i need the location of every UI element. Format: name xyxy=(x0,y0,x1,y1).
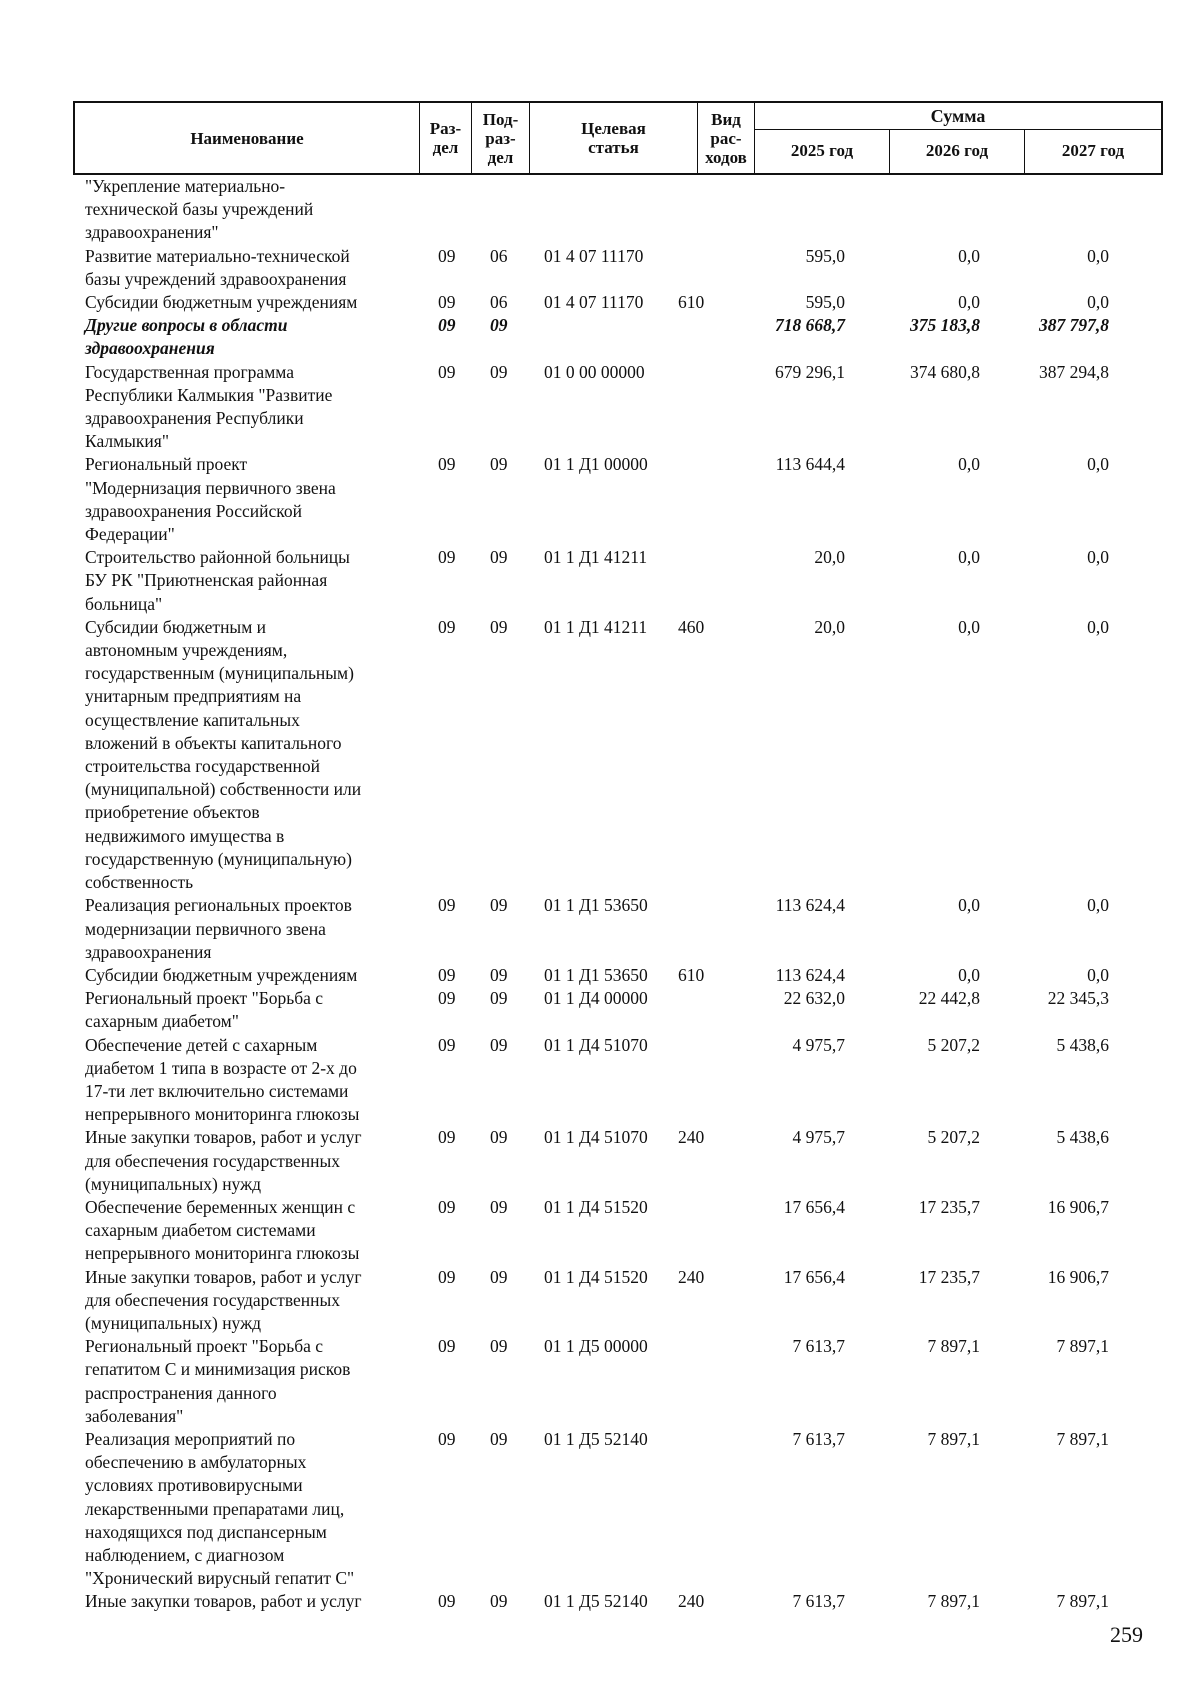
table-row xyxy=(73,314,1163,360)
row-sum-2025: 4 975,7 xyxy=(792,1034,845,1055)
row-expense-type: 610 xyxy=(678,964,705,985)
row-expense-type: 460 xyxy=(678,616,705,637)
row-sum-2027: 16 906,7 xyxy=(1047,1196,1109,1217)
row-sum-2027: 0,0 xyxy=(1087,292,1109,313)
row-podrazdel: 09 xyxy=(490,1034,508,1055)
row-expense-type xyxy=(666,361,723,454)
header-year-2025: 2025 год xyxy=(755,129,890,173)
row-sum-2025: 17 656,4 xyxy=(783,1266,845,1287)
row-sum-2025: 4 975,7 xyxy=(792,1127,845,1148)
row-podrazdel xyxy=(470,175,528,245)
row-name: Субсидии бюджетным и автономным учреждениям, государственным (муниципальным) унитарным предприятиям на осуществление капитальных вложений в объекты капитального строительства государственной (муниципальной) собственности или приобретение объектов недвижимого имущества в государственную (муниципальную) собственность xyxy=(85,616,362,893)
table-row xyxy=(73,291,1163,314)
row-podrazdel: 09 xyxy=(490,1428,508,1449)
row-sum-2026: 374 680,8 xyxy=(910,361,980,382)
row-podrazdel: 09 xyxy=(490,616,508,637)
row-target-article xyxy=(528,314,666,360)
row-razdel: 09 xyxy=(438,454,456,475)
header-razdel: Раз- дел xyxy=(420,103,472,173)
row-sum-2025: 718 668,7 xyxy=(775,315,845,336)
row-expense-type xyxy=(666,546,723,616)
row-razdel: 09 xyxy=(438,1196,456,1217)
row-podrazdel: 09 xyxy=(490,1127,508,1148)
row-razdel: 09 xyxy=(438,964,456,985)
row-podrazdel: 09 xyxy=(490,361,508,382)
row-sum-2027: 5 438,6 xyxy=(1056,1034,1109,1055)
row-podrazdel: 09 xyxy=(490,454,508,475)
row-target-article xyxy=(528,175,666,245)
row-sum-2026: 0,0 xyxy=(958,547,980,568)
row-name: Другие вопросы в области здравоохранения xyxy=(85,315,288,359)
row-sum-2027: 0,0 xyxy=(1087,616,1109,637)
table-row xyxy=(73,1590,1163,1613)
header-podrazdel: Под- раз- дел xyxy=(472,103,530,173)
header-target-article: Целевая статья xyxy=(530,103,698,173)
row-expense-type xyxy=(666,1034,723,1127)
row-target-article: 01 1 Д5 00000 xyxy=(544,1336,648,1357)
row-razdel: 09 xyxy=(438,1266,456,1287)
row-podrazdel: 09 xyxy=(490,315,508,336)
row-sum-2026: 22 442,8 xyxy=(918,988,980,1009)
row-expense-type: 610 xyxy=(678,292,705,313)
row-expense-type: 240 xyxy=(678,1591,705,1612)
budget-table xyxy=(73,101,1163,1614)
row-expense-type: 240 xyxy=(678,1266,705,1287)
table-row xyxy=(73,616,1163,894)
row-razdel: 09 xyxy=(438,547,456,568)
row-sum-2026: 5 207,2 xyxy=(927,1127,980,1148)
row-target-article: 01 1 Д4 51520 xyxy=(544,1196,648,1217)
row-sum-2025: 7 613,7 xyxy=(792,1336,845,1357)
row-razdel: 09 xyxy=(438,292,456,313)
page-number: 259 xyxy=(1110,1622,1143,1647)
row-name: Субсидии бюджетным учреждениям xyxy=(85,292,358,313)
row-name: Обеспечение детей с сахарным диабетом 1 типа в возрасте от 2-х до 17-ти лет включительно системами непрерывного мониторинга глюкозы xyxy=(85,1034,360,1125)
row-target-article: 01 1 Д1 53650 xyxy=(544,964,648,985)
row-sum-2026: 375 183,8 xyxy=(910,315,980,336)
row-razdel: 09 xyxy=(438,1591,456,1612)
header-expense-type: Вид рас- ходов xyxy=(698,103,755,173)
row-target-article: 01 1 Д1 41211 xyxy=(544,616,648,637)
row-sum-2026: 0,0 xyxy=(958,895,980,916)
row-podrazdel: 09 xyxy=(490,964,508,985)
row-podrazdel: 06 xyxy=(490,245,508,266)
table-row xyxy=(73,245,1163,291)
row-sum-2025: 595,0 xyxy=(805,292,845,313)
row-sum-2025: 17 656,4 xyxy=(783,1196,845,1217)
row-target-article: 01 1 Д1 53650 xyxy=(544,895,648,916)
row-razdel xyxy=(418,175,470,245)
row-razdel: 09 xyxy=(438,245,456,266)
row-sum-2026: 0,0 xyxy=(958,292,980,313)
table-row xyxy=(73,964,1163,987)
row-sum-2025: 22 632,0 xyxy=(783,988,845,1009)
row-sum-2026: 0,0 xyxy=(958,964,980,985)
row-razdel: 09 xyxy=(438,988,456,1009)
row-expense-type xyxy=(666,453,723,546)
row-expense-type xyxy=(666,1196,723,1266)
row-name: Иные закупки товаров, работ и услуг для обеспечения государственных (муниципальных) нужд xyxy=(85,1127,362,1194)
row-target-article: 01 1 Д5 52140 xyxy=(544,1428,648,1449)
row-name: "Укрепление материально- технической базы учреждений здравоохранения" xyxy=(85,176,314,243)
row-sum-2026: 17 235,7 xyxy=(918,1196,980,1217)
row-podrazdel: 09 xyxy=(490,1336,508,1357)
row-name: Иные закупки товаров, работ и услуг для обеспечения государственных (муниципальных) нужд xyxy=(85,1266,362,1333)
row-sum-2027: 0,0 xyxy=(1087,547,1109,568)
row-expense-type xyxy=(666,1335,723,1428)
row-sum-2027: 0,0 xyxy=(1087,895,1109,916)
row-target-article: 01 1 Д4 51070 xyxy=(544,1127,648,1148)
table-row xyxy=(73,1196,1163,1266)
row-sum-2027: 387 294,8 xyxy=(1039,361,1109,382)
row-razdel: 09 xyxy=(438,1034,456,1055)
row-razdel: 09 xyxy=(438,616,456,637)
row-target-article: 01 1 Д4 51520 xyxy=(544,1266,648,1287)
row-razdel: 09 xyxy=(438,1428,456,1449)
table-row xyxy=(73,546,1163,616)
row-sum-2027: 5 438,6 xyxy=(1056,1127,1109,1148)
row-target-article: 01 1 Д1 00000 xyxy=(544,454,648,475)
row-sum-2027: 0,0 xyxy=(1087,454,1109,475)
row-sum-2025: 595,0 xyxy=(805,245,845,266)
row-name: Региональный проект "Борьба с сахарным диабетом" xyxy=(85,988,324,1032)
row-expense-type xyxy=(666,894,723,964)
table-row xyxy=(73,1126,1163,1196)
row-podrazdel: 09 xyxy=(490,1196,508,1217)
table-header xyxy=(73,101,1163,175)
row-podrazdel: 09 xyxy=(490,895,508,916)
row-name: Строительство районной больницы БУ РК "Приютненская районная больница" xyxy=(85,547,350,614)
table-row xyxy=(73,894,1163,964)
row-sum-2027: 22 345,3 xyxy=(1047,988,1109,1009)
row-expense-type: 240 xyxy=(678,1127,705,1148)
row-podrazdel: 09 xyxy=(490,988,508,1009)
table-row xyxy=(73,175,1163,245)
row-sum-2027 xyxy=(988,175,1113,245)
row-sum-2027: 7 897,1 xyxy=(1056,1336,1109,1357)
row-razdel: 09 xyxy=(438,1127,456,1148)
table-body xyxy=(73,175,1163,1614)
row-podrazdel: 09 xyxy=(490,1591,508,1612)
row-name: Субсидии бюджетным учреждениям xyxy=(85,964,358,985)
row-target-article: 01 0 00 00000 xyxy=(544,361,645,382)
row-sum-2027: 16 906,7 xyxy=(1047,1266,1109,1287)
row-razdel: 09 xyxy=(438,361,456,382)
row-razdel: 09 xyxy=(438,1336,456,1357)
header-year-2027: 2027 год xyxy=(1061,141,1125,160)
row-target-article: 01 4 07 11170 xyxy=(544,245,644,266)
row-sum-2026: 7 897,1 xyxy=(927,1428,980,1449)
row-razdel: 09 xyxy=(438,315,456,336)
row-expense-type xyxy=(666,987,723,1033)
row-target-article: 01 1 Д4 00000 xyxy=(544,988,648,1009)
row-sum-2027: 7 897,1 xyxy=(1056,1591,1109,1612)
row-name: Региональный проект "Модернизация первичного звена здравоохранения Российской Федерации" xyxy=(85,454,336,545)
row-sum-2025: 20,0 xyxy=(814,616,845,637)
row-sum-2025: 679 296,1 xyxy=(775,361,845,382)
row-sum-2025: 7 613,7 xyxy=(792,1591,845,1612)
row-podrazdel: 09 xyxy=(490,547,508,568)
row-expense-type xyxy=(666,1428,723,1590)
row-sum-2025: 113 624,4 xyxy=(775,964,845,985)
row-name: Развитие материально-технической базы учреждений здравоохранения xyxy=(85,245,350,289)
row-name: Региональный проект "Борьба с гепатитом С и минимизация рисков распространения данного заболевания" xyxy=(85,1336,351,1426)
row-sum-2025: 113 644,4 xyxy=(775,454,845,475)
row-name: Реализация региональных проектов модернизации первичного звена здравоохранения xyxy=(85,895,352,962)
table-row xyxy=(73,1428,1163,1590)
header-name: Наименование xyxy=(75,103,420,173)
row-target-article: 01 4 07 11170 xyxy=(544,292,644,313)
row-expense-type xyxy=(666,314,723,360)
row-target-article: 01 1 Д4 51070 xyxy=(544,1034,648,1055)
row-name: Обеспечение беременных женщин с сахарным диабетом системами непрерывного мониторинга глюкозы xyxy=(85,1196,360,1264)
row-sum-2026: 7 897,1 xyxy=(927,1591,980,1612)
row-expense-type xyxy=(666,175,723,245)
row-name: Государственная программа Республики Калмыкия "Развитие здравоохранения Республики Калмыкия" xyxy=(85,361,333,452)
header-year-2026: 2026 год xyxy=(890,129,1025,173)
row-sum-2027: 387 797,8 xyxy=(1039,315,1109,336)
row-target-article: 01 1 Д1 41211 xyxy=(544,547,648,568)
row-sum-2025: 20,0 xyxy=(814,547,845,568)
table-row xyxy=(73,1266,1163,1336)
row-sum-2027: 7 897,1 xyxy=(1056,1428,1109,1449)
row-sum-2026: 5 207,2 xyxy=(927,1034,980,1055)
table-row xyxy=(73,453,1163,546)
row-sum-2025: 113 624,4 xyxy=(775,895,845,916)
row-sum-2026: 0,0 xyxy=(958,245,980,266)
row-sum-2026 xyxy=(853,175,988,245)
row-sum-2027: 0,0 xyxy=(1087,964,1109,985)
row-sum-2026: 7 897,1 xyxy=(927,1336,980,1357)
row-sum-2026: 0,0 xyxy=(958,454,980,475)
row-sum-2027: 0,0 xyxy=(1087,245,1109,266)
row-sum-2026: 0,0 xyxy=(958,616,980,637)
header-sum: Сумма xyxy=(755,103,1161,130)
table-row xyxy=(73,1034,1163,1127)
row-target-article: 01 1 Д5 52140 xyxy=(544,1591,648,1612)
row-sum-2025 xyxy=(723,175,853,245)
row-expense-type xyxy=(666,245,723,291)
row-razdel: 09 xyxy=(438,895,456,916)
row-name: Реализация мероприятий по обеспечению в амбулаторных условиях противовирусными лекарственными препаратами лиц, находящихся под диспансерным наблюдением, с диагнозом "Хронический вирусный гепатит С" xyxy=(85,1428,355,1589)
table-row xyxy=(73,1335,1163,1428)
row-sum-2026: 17 235,7 xyxy=(918,1266,980,1287)
row-sum-2025: 7 613,7 xyxy=(792,1428,845,1449)
row-podrazdel: 09 xyxy=(490,1266,508,1287)
row-podrazdel: 06 xyxy=(490,292,508,313)
table-row xyxy=(73,361,1163,454)
table-row xyxy=(73,987,1163,1033)
row-name: Иные закупки товаров, работ и услуг xyxy=(85,1591,362,1612)
